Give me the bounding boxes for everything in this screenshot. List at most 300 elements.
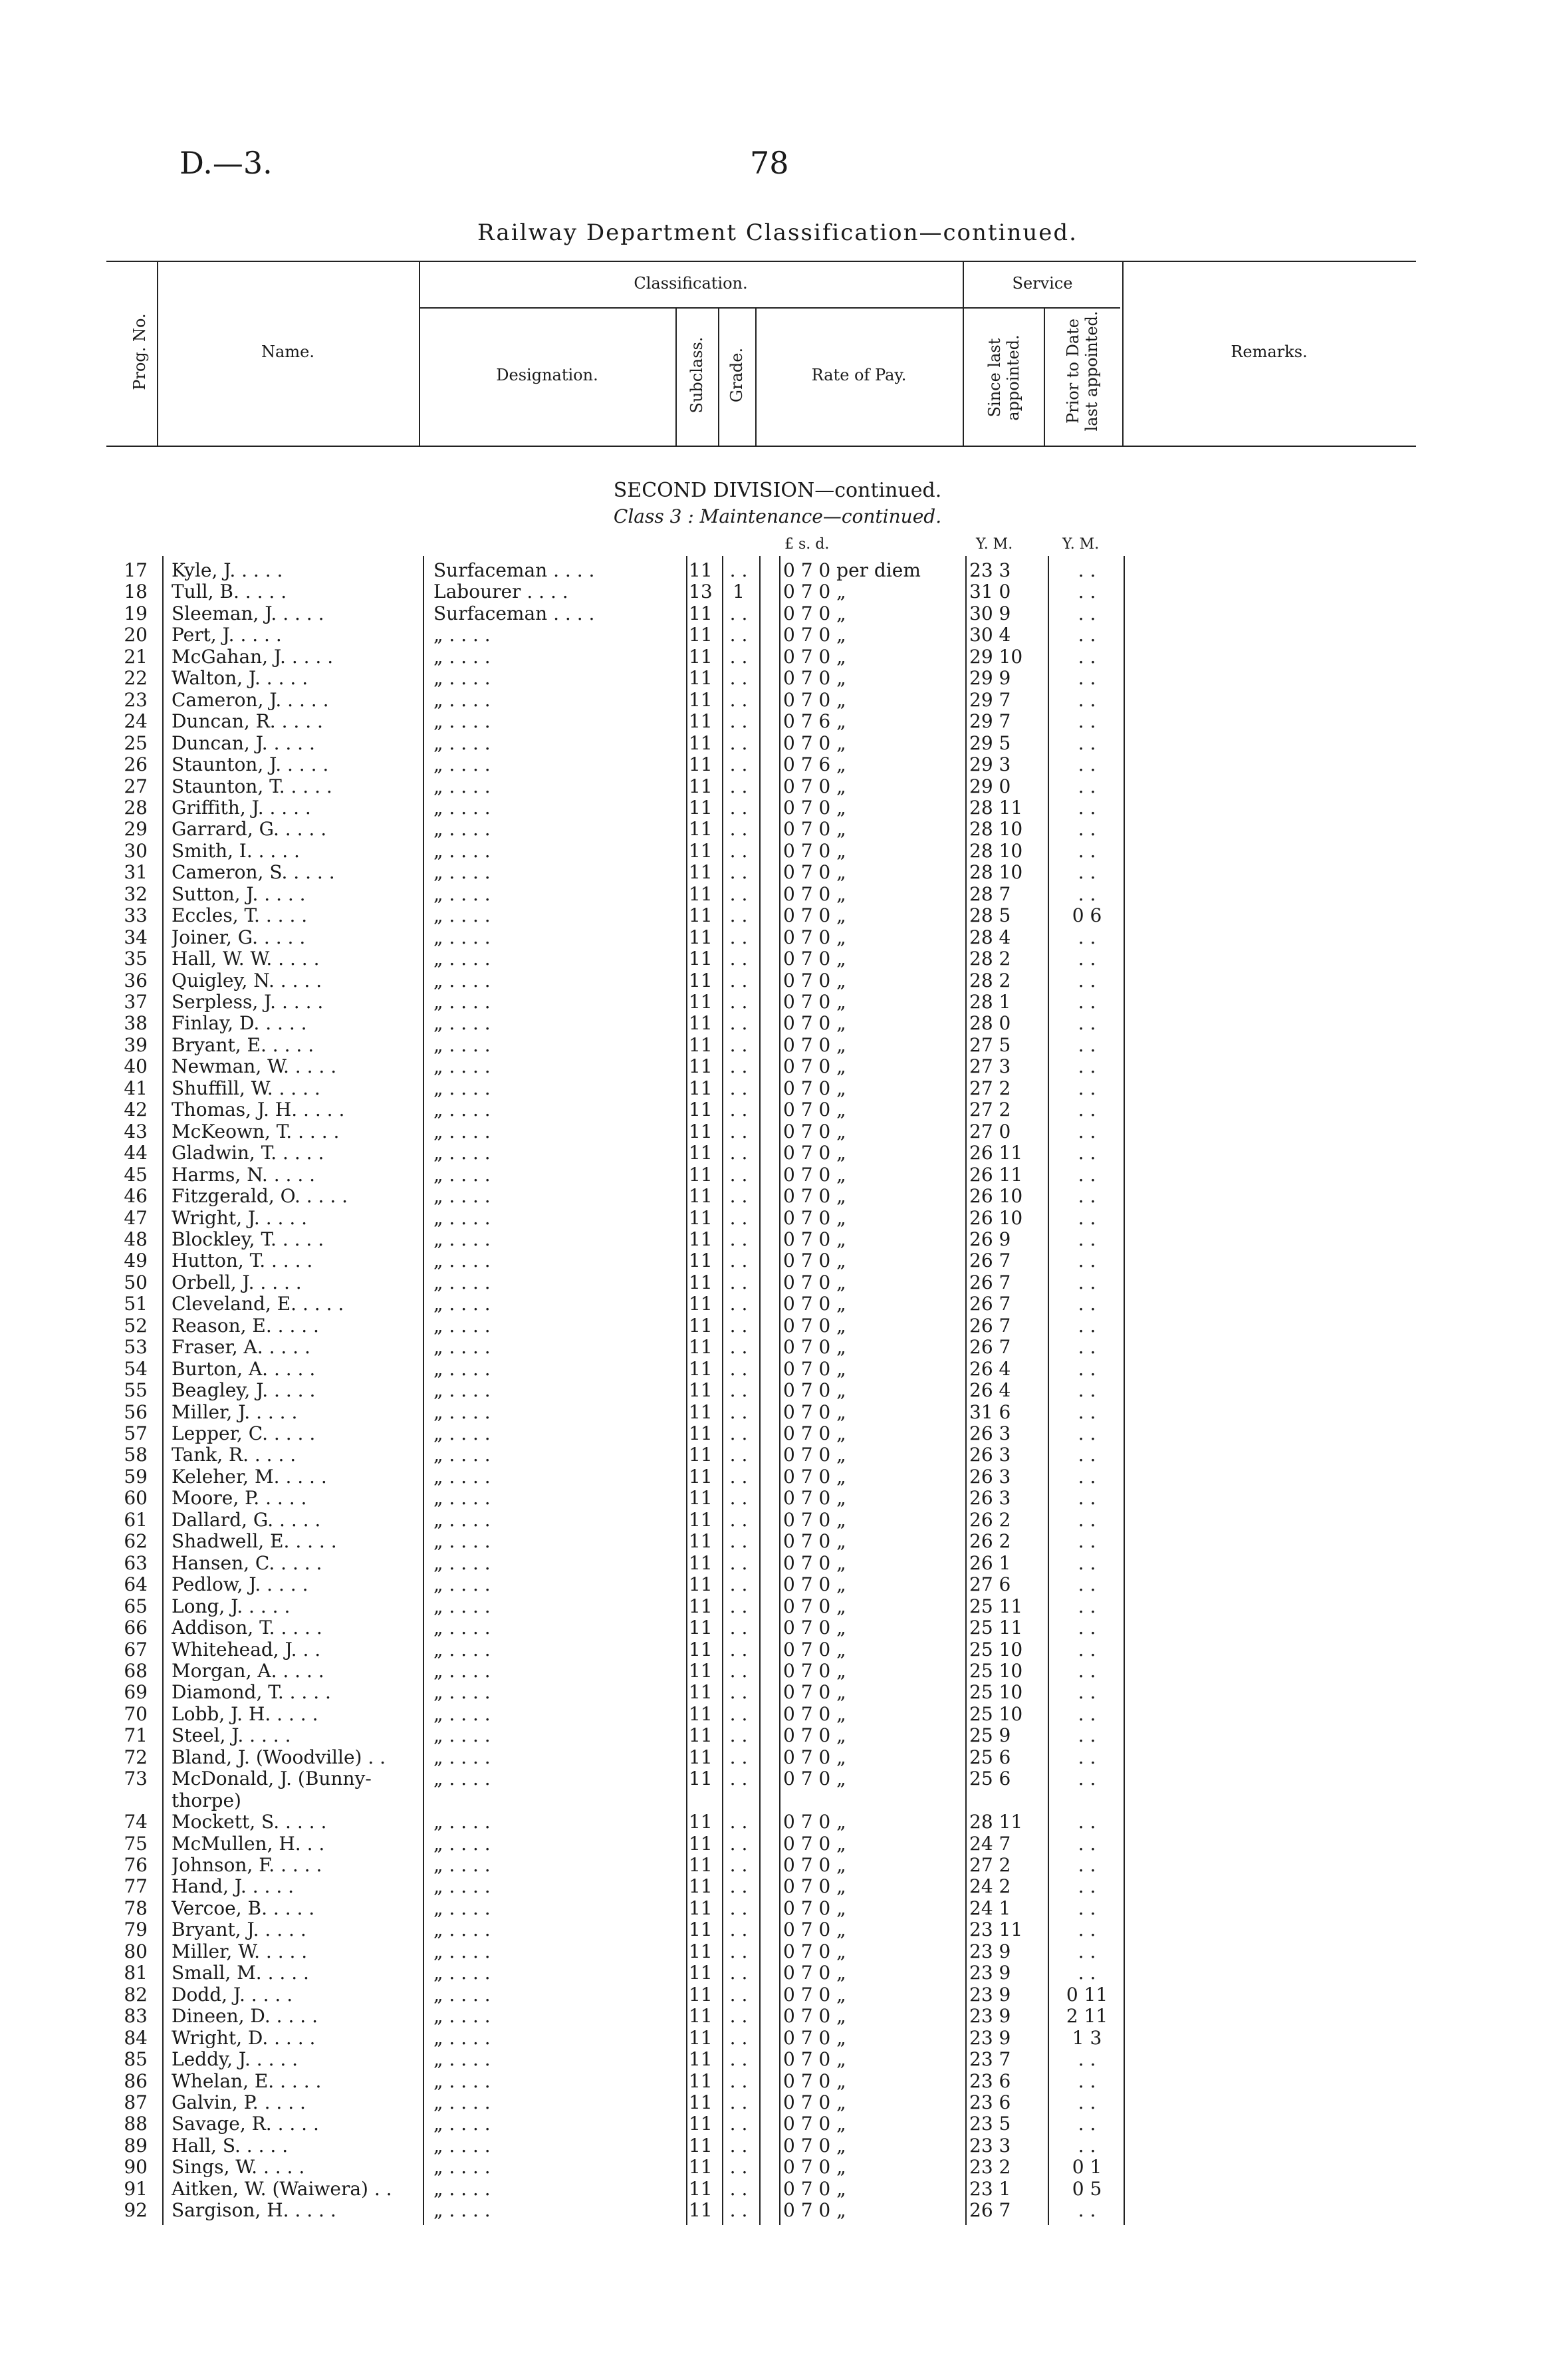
cell-grade: . . — [729, 2005, 748, 2028]
table-row — [0, 1466, 1555, 1488]
cell-grade: . . — [729, 1206, 748, 1229]
cell-pay: 0 7 0 „ — [783, 1142, 846, 1164]
cell-desig: „ . . . . — [433, 797, 491, 819]
table-row — [0, 1013, 1555, 1034]
pay-units: £ s. d. — [784, 536, 830, 553]
cell-prior: . . — [1078, 1055, 1096, 1078]
table-row — [0, 1078, 1555, 1099]
cell-prior: . . — [1078, 667, 1096, 690]
table-row — [0, 1941, 1555, 1962]
cell-prior: . . — [1078, 1271, 1096, 1293]
table-row — [0, 754, 1555, 775]
cell-sub: 11 — [689, 1271, 713, 1293]
cell-pay: 0 7 0 „ — [783, 861, 846, 884]
cell-sub: 11 — [689, 1444, 713, 1466]
cell-prior: . . — [1078, 1250, 1096, 1272]
cell-prior: . . — [1078, 645, 1096, 668]
cell-sub: 11 — [689, 1487, 713, 1510]
cell-prog: 50 — [124, 1271, 148, 1293]
cell-desig: „ . . . . — [433, 1228, 491, 1250]
cell-prog: 28 — [124, 796, 148, 819]
cell-prior: . . — [1078, 602, 1096, 624]
cell-pay: 0 7 0 „ — [783, 1962, 846, 1984]
cell-sub: 11 — [689, 861, 713, 884]
table-row — [0, 1855, 1555, 1876]
cell-sub: 11 — [689, 882, 713, 905]
cell-prior: . . — [1078, 2199, 1096, 2222]
column-header-grade: Grade. — [727, 347, 746, 403]
cell-since: 26 7 — [969, 1250, 1011, 1272]
cell-since: 28 11 — [969, 1811, 1023, 1833]
table-row — [0, 1099, 1555, 1121]
cell-name: Gladwin, T. . . . . — [172, 1142, 324, 1164]
cell-sub: 11 — [689, 1142, 713, 1164]
cell-prog: 65 — [124, 1595, 148, 1617]
cell-pay: 0 7 0 „ — [783, 2177, 846, 2200]
cell-grade: . . — [729, 1033, 748, 1056]
cell-since: 26 4 — [969, 1357, 1011, 1380]
table-row — [0, 2092, 1555, 2113]
table-row — [0, 1876, 1555, 1897]
cell-prior: . . — [1078, 1508, 1096, 1531]
cell-sub: 11 — [689, 1875, 713, 1898]
column-header-remarks: Remarks. — [1231, 342, 1308, 361]
cell-sub: 11 — [689, 1228, 713, 1250]
cell-desig: „ . . . . — [433, 1077, 491, 1099]
cell-since: 24 1 — [969, 1897, 1011, 1919]
table-row — [0, 711, 1555, 732]
cell-sub: 11 — [689, 2156, 713, 2179]
cell-name: Hansen, C. . . . . — [172, 1552, 322, 1574]
cell-prior: . . — [1078, 1228, 1096, 1250]
cell-name: Hall, W. W. . . . . — [172, 948, 320, 970]
cell-grade: . . — [729, 2048, 748, 2071]
cell-pay: 0 7 0 „ — [783, 1120, 846, 1142]
cell-prog: 40 — [124, 1055, 148, 1078]
table-row — [0, 1142, 1555, 1164]
cell-prog: 17 — [124, 559, 148, 581]
cell-prog: 76 — [124, 1854, 148, 1876]
cell-grade: . . — [729, 1271, 748, 1293]
cell-desig: „ . . . . — [433, 1897, 491, 1919]
cell-sub: 11 — [689, 1163, 713, 1186]
table-row — [0, 1056, 1555, 1077]
cell-name: Wright, J. . . . . — [172, 1207, 308, 1229]
cell-since: 27 2 — [969, 1099, 1011, 1121]
cell-sub: 11 — [689, 1357, 713, 1380]
table-row — [0, 1359, 1555, 1380]
cell-sub: 11 — [689, 969, 713, 992]
cell-grade: . . — [729, 2177, 748, 2200]
cell-prior: . . — [1078, 1918, 1096, 1941]
cell-since: 23 7 — [969, 2048, 1011, 2071]
table-row — [0, 1682, 1555, 1703]
cell-grade: . . — [729, 1012, 748, 1035]
table-row — [0, 1768, 1555, 1789]
table-row — [0, 2157, 1555, 2178]
cell-grade: . . — [729, 1897, 748, 1919]
cell-prior: . . — [1078, 1551, 1096, 1574]
cell-sub: 11 — [689, 1551, 713, 1574]
cell-desig: „ . . . . — [433, 1725, 491, 1747]
cell-prog: 79 — [124, 1918, 148, 1941]
cell-since: 25 10 — [969, 1681, 1023, 1704]
cell-prior: . . — [1078, 1314, 1096, 1337]
cell-sub: 11 — [689, 1422, 713, 1444]
cell-since: 27 2 — [969, 1077, 1011, 1099]
cell-sub: 11 — [689, 904, 713, 927]
cell-name: Bland, J. (Woodville) . . — [172, 1746, 386, 1768]
cell-since: 24 2 — [969, 1875, 1011, 1898]
cell-prior: . . — [1078, 948, 1096, 970]
cell-prior: . . — [1078, 1033, 1096, 1056]
cell-prog: 48 — [124, 1228, 148, 1250]
cell-prog: 83 — [124, 2005, 148, 2028]
cell-sub: 11 — [689, 1206, 713, 1229]
cell-pay: 0 7 0 „ — [783, 775, 846, 797]
column-header-classification: Classification. — [634, 274, 748, 293]
cell-since: 26 10 — [969, 1185, 1023, 1208]
cell-desig: „ . . . . — [433, 2049, 491, 2071]
cell-desig: „ . . . . — [433, 1186, 491, 1208]
table-row — [0, 1660, 1555, 1682]
cell-grade: . . — [729, 1854, 748, 1876]
cell-prior: . . — [1078, 861, 1096, 884]
cell-since: 23 2 — [969, 2156, 1011, 2179]
cell-since: 27 0 — [969, 1120, 1011, 1142]
cell-since: 26 1 — [969, 1551, 1011, 1574]
cell-sub: 11 — [689, 645, 713, 668]
cell-grade: . . — [729, 1185, 748, 1208]
cell-prior: . . — [1078, 1400, 1096, 1423]
cell-sub: 11 — [689, 2113, 713, 2135]
cell-name: Eccles, T. . . . . — [172, 905, 308, 927]
column-header-rate-of-pay: Rate of Pay. — [811, 366, 907, 384]
table-row — [0, 603, 1555, 624]
cell-desig: „ . . . . — [433, 1531, 491, 1553]
cell-prog: 61 — [124, 1508, 148, 1531]
cell-name: Bryant, E. . . . . — [172, 1034, 314, 1056]
cell-name: Quigley, N. . . . . — [172, 970, 322, 992]
cell-since: 23 6 — [969, 2069, 1011, 2092]
cell-prog: 38 — [124, 1012, 148, 1035]
cell-sub: 11 — [689, 991, 713, 1013]
cell-name: Hand, J. . . . . — [172, 1876, 295, 1898]
cell-prior: . . — [1078, 688, 1096, 711]
cell-since: 31 6 — [969, 1400, 1011, 1423]
cell-name: Dineen, D. . . . . — [172, 2006, 318, 2028]
cell-since: 26 2 — [969, 1530, 1011, 1553]
cell-name: Johnson, F. . . . . — [172, 1855, 322, 1876]
cell-desig: Labourer . . . . — [433, 581, 568, 603]
cell-since: 26 7 — [969, 1314, 1011, 1337]
cell-desig: „ . . . . — [433, 905, 491, 927]
cell-desig: „ . . . . — [433, 2113, 491, 2135]
cell-sub: 11 — [689, 1336, 713, 1359]
cell-name: Long, J. . . . . — [172, 1595, 291, 1617]
cell-sub: 11 — [689, 2091, 713, 2113]
cell-prior: . . — [1078, 2069, 1096, 2092]
cell-since: 27 5 — [969, 1033, 1011, 1056]
cell-name: Wright, D. . . . . — [172, 2027, 316, 2049]
cell-prog: 88 — [124, 2113, 148, 2135]
cell-pay: 0 7 6 „ — [783, 710, 846, 733]
cell-sub: 11 — [689, 948, 713, 970]
cell-pay: 0 7 0 „ — [783, 948, 846, 970]
cell-prog: 70 — [124, 1702, 148, 1725]
cell-prog: 55 — [124, 1379, 148, 1402]
cell-prog: 62 — [124, 1530, 148, 1553]
cell-sub: 11 — [689, 1897, 713, 1919]
cell-grade: . . — [729, 861, 748, 884]
cell-prog: 91 — [124, 2177, 148, 2200]
cell-since: 23 11 — [969, 1918, 1023, 1941]
cell-pay: 0 7 0 „ — [783, 1940, 846, 1962]
cell-prog: 63 — [124, 1551, 148, 1574]
cell-pay: 0 7 0 „ — [783, 991, 846, 1013]
table-row — [0, 1380, 1555, 1401]
cell-since: 26 7 — [969, 2199, 1011, 2222]
cell-desig: „ . . . . — [433, 1271, 491, 1293]
table-row — [0, 690, 1555, 711]
cell-since: 28 5 — [969, 904, 1011, 927]
cell-pay: 0 7 0 „ — [783, 1832, 846, 1855]
cell-grade: . . — [729, 753, 748, 776]
cell-prog: 24 — [124, 710, 148, 733]
cell-sub: 11 — [689, 1077, 713, 1099]
cell-name: Burton, A. . . . . — [172, 1358, 316, 1380]
column-header-prior-to-date: Prior to Date last appointed. — [1064, 311, 1101, 432]
cell-name: McGahan, J. . . . . — [172, 646, 334, 668]
cell-pay: 0 7 0 „ — [783, 1487, 846, 1510]
cell-desig: „ . . . . — [433, 948, 491, 970]
cell-name: Fraser, A. . . . . — [172, 1337, 310, 1359]
cell-sub: 11 — [689, 1465, 713, 1488]
cell-sub: 11 — [689, 1293, 713, 1315]
cell-pay: 0 7 0 „ — [783, 1551, 846, 1574]
cell-prior: . . — [1078, 1897, 1096, 1919]
cell-desig: „ . . . . — [433, 1380, 491, 1402]
cell-prog: 90 — [124, 2156, 148, 2179]
cell-sub: 11 — [689, 1530, 713, 1553]
cell-prior: . . — [1078, 1357, 1096, 1380]
cell-prog: 41 — [124, 1077, 148, 1099]
cell-grade: . . — [729, 904, 748, 927]
table-row — [0, 646, 1555, 668]
table-header-bottom-rule — [106, 446, 1416, 447]
table-row — [0, 624, 1555, 646]
cell-desig: „ . . . . — [433, 668, 491, 690]
cell-prog: 82 — [124, 1983, 148, 2006]
cell-grade: . . — [729, 1379, 748, 1402]
cell-desig: „ . . . . — [433, 1552, 491, 1574]
cell-pay: 0 7 0 „ — [783, 2026, 846, 2049]
cell-name: McKeown, T. . . . . — [172, 1121, 340, 1142]
cell-desig: „ . . . . — [433, 862, 491, 884]
cell-name: Smith, I. . . . . — [172, 840, 300, 862]
column-header-designation: Designation. — [496, 366, 598, 384]
cell-name: Tank, R. . . . . — [172, 1444, 297, 1466]
table-row — [0, 1402, 1555, 1423]
cell-name: thorpe) — [172, 1789, 241, 1811]
cell-prog: 18 — [124, 581, 148, 603]
cell-desig: „ . . . . — [433, 2027, 491, 2049]
cell-pay: 0 7 0 „ — [783, 1012, 846, 1035]
cell-since: 26 10 — [969, 1206, 1023, 1229]
cell-sub: 11 — [689, 2026, 713, 2049]
table-row — [0, 1208, 1555, 1229]
cell-desig: „ . . . . — [433, 1962, 491, 1984]
cell-prior: 0 1 — [1072, 2156, 1102, 2179]
column-header-subclass: Subclass. — [687, 336, 706, 414]
cell-prior: . . — [1078, 1768, 1096, 1790]
cell-grade: . . — [729, 1724, 748, 1747]
table-row — [0, 1553, 1555, 1574]
cell-name: Keleher, M. . . . . — [172, 1466, 327, 1488]
cell-pay: 0 7 0 „ — [783, 1185, 846, 1208]
cell-sub: 11 — [689, 2005, 713, 2028]
cell-since: 29 7 — [969, 688, 1011, 711]
cell-prog: 56 — [124, 1400, 148, 1423]
cell-desig: „ . . . . — [433, 840, 491, 862]
since-units: Y. M. — [976, 536, 1013, 553]
cell-grade: . . — [729, 1444, 748, 1466]
cell-prior: . . — [1078, 581, 1096, 603]
cell-prog: 81 — [124, 1962, 148, 1984]
cell-prior: . . — [1078, 1854, 1096, 1876]
cell-desig: „ . . . . — [433, 2070, 491, 2092]
cell-prior: . . — [1078, 2048, 1096, 2071]
cell-sub: 11 — [689, 2069, 713, 2092]
cell-prog: 25 — [124, 731, 148, 754]
cell-grade: . . — [729, 2091, 748, 2113]
cell-name: Finlay, D. . . . . — [172, 1013, 307, 1035]
cell-name: Bryant, J. . . . . — [172, 1919, 306, 1941]
cell-grade: . . — [729, 1228, 748, 1250]
cell-pay: 0 7 0 per diem — [783, 559, 921, 581]
table-row — [0, 776, 1555, 797]
cell-name: Addison, T. . . . . — [172, 1617, 322, 1639]
cell-prior: . . — [1078, 1811, 1096, 1833]
cell-grade: . . — [729, 710, 748, 733]
table-row — [0, 1164, 1555, 1186]
cell-desig: „ . . . . — [433, 1034, 491, 1056]
cell-sub: 11 — [689, 1811, 713, 1833]
cell-grade: . . — [729, 1940, 748, 1962]
cell-prog: 78 — [124, 1897, 148, 1919]
cell-sub: 11 — [689, 1659, 713, 1682]
cell-prior: . . — [1078, 1940, 1096, 1962]
cell-sub: 11 — [689, 1681, 713, 1704]
cell-pay: 0 7 0 „ — [783, 667, 846, 690]
cell-since: 24 7 — [969, 1832, 1011, 1855]
cell-prior: . . — [1078, 1573, 1096, 1596]
cell-prog: 30 — [124, 839, 148, 862]
cell-pay: 0 7 0 „ — [783, 1746, 846, 1768]
cell-prog: 29 — [124, 818, 148, 841]
cell-prog: 64 — [124, 1573, 148, 1596]
cell-prog: 92 — [124, 2199, 148, 2222]
cell-grade: . . — [729, 2026, 748, 2049]
table-top-rule — [106, 261, 1416, 262]
table-row — [0, 1186, 1555, 1207]
cell-desig: „ . . . . — [433, 819, 491, 841]
cell-prog: 58 — [124, 1444, 148, 1466]
cell-pay: 0 7 0 „ — [783, 2199, 846, 2222]
cell-since: 26 11 — [969, 1142, 1023, 1164]
cell-prior: . . — [1078, 1659, 1096, 1682]
cell-prog: 80 — [124, 1940, 148, 1962]
cell-grade: . . — [729, 818, 748, 841]
cell-name: Pedlow, J. . . . . — [172, 1574, 308, 1596]
table-row — [0, 1293, 1555, 1315]
cell-pay: 0 7 0 „ — [783, 1811, 846, 1833]
cell-grade: . . — [729, 1077, 748, 1099]
cell-name: Moore, P. . . . . — [172, 1488, 307, 1510]
cell-prior: . . — [1078, 1832, 1096, 1855]
cell-grade: . . — [729, 948, 748, 970]
cell-grade: . . — [729, 991, 748, 1013]
table-row — [0, 862, 1555, 883]
cell-since: 28 0 — [969, 1012, 1011, 1035]
cell-name: McMullen, H. . . — [172, 1833, 325, 1855]
header-divider — [675, 307, 677, 446]
cell-prog: 60 — [124, 1487, 148, 1510]
cell-name: Sings, W. . . . . — [172, 2157, 305, 2179]
cell-sub: 11 — [689, 1400, 713, 1423]
cell-name: Miller, J. . . . . — [172, 1401, 298, 1423]
cell-prog: 69 — [124, 1681, 148, 1704]
cell-grade: . . — [729, 1638, 748, 1660]
cell-prior: . . — [1078, 969, 1096, 992]
cell-grade: . . — [729, 624, 748, 646]
cell-prior: . . — [1078, 1617, 1096, 1639]
cell-since: 27 6 — [969, 1573, 1011, 1596]
cell-prior: . . — [1078, 1962, 1096, 1984]
cell-pay: 0 7 0 „ — [783, 839, 846, 862]
cell-since: 23 1 — [969, 2177, 1011, 2200]
cell-prior: . . — [1078, 1379, 1096, 1402]
cell-desig: „ . . . . — [433, 1207, 491, 1229]
cell-name: Cameron, S. . . . . — [172, 862, 335, 884]
cell-name: Tull, B. . . . . — [172, 581, 287, 603]
cell-prog: 27 — [124, 775, 148, 797]
cell-name: McDonald, J. (Bunny- — [172, 1768, 372, 1790]
cell-sub: 11 — [689, 818, 713, 841]
cell-since: 29 3 — [969, 753, 1011, 776]
cell-name: Joiner, G. . . . . — [172, 926, 306, 948]
cell-since: 26 7 — [969, 1336, 1011, 1359]
cell-prog: 21 — [124, 645, 148, 668]
cell-desig: „ . . . . — [433, 1574, 491, 1596]
cell-desig: „ . . . . — [433, 1056, 491, 1078]
cell-desig: „ . . . . — [433, 992, 491, 1013]
cell-pay: 0 7 0 „ — [783, 1724, 846, 1747]
cell-pay: 0 7 0 „ — [783, 2113, 846, 2135]
cell-desig: „ . . . . — [433, 624, 491, 646]
cell-grade: . . — [729, 2113, 748, 2135]
cell-sub: 11 — [689, 1702, 713, 1725]
table-row — [0, 1121, 1555, 1142]
cell-prog: 73 — [124, 1768, 148, 1790]
cell-pay: 0 7 0 „ — [783, 1659, 846, 1682]
cell-sub: 11 — [689, 1595, 713, 1617]
cell-prior: . . — [1078, 1595, 1096, 1617]
cell-desig: „ . . . . — [433, 1940, 491, 1962]
cell-since: 28 10 — [969, 818, 1023, 841]
cell-pay: 0 7 0 „ — [783, 1768, 846, 1790]
cell-name: Sleeman, J. . . . . — [172, 602, 324, 624]
